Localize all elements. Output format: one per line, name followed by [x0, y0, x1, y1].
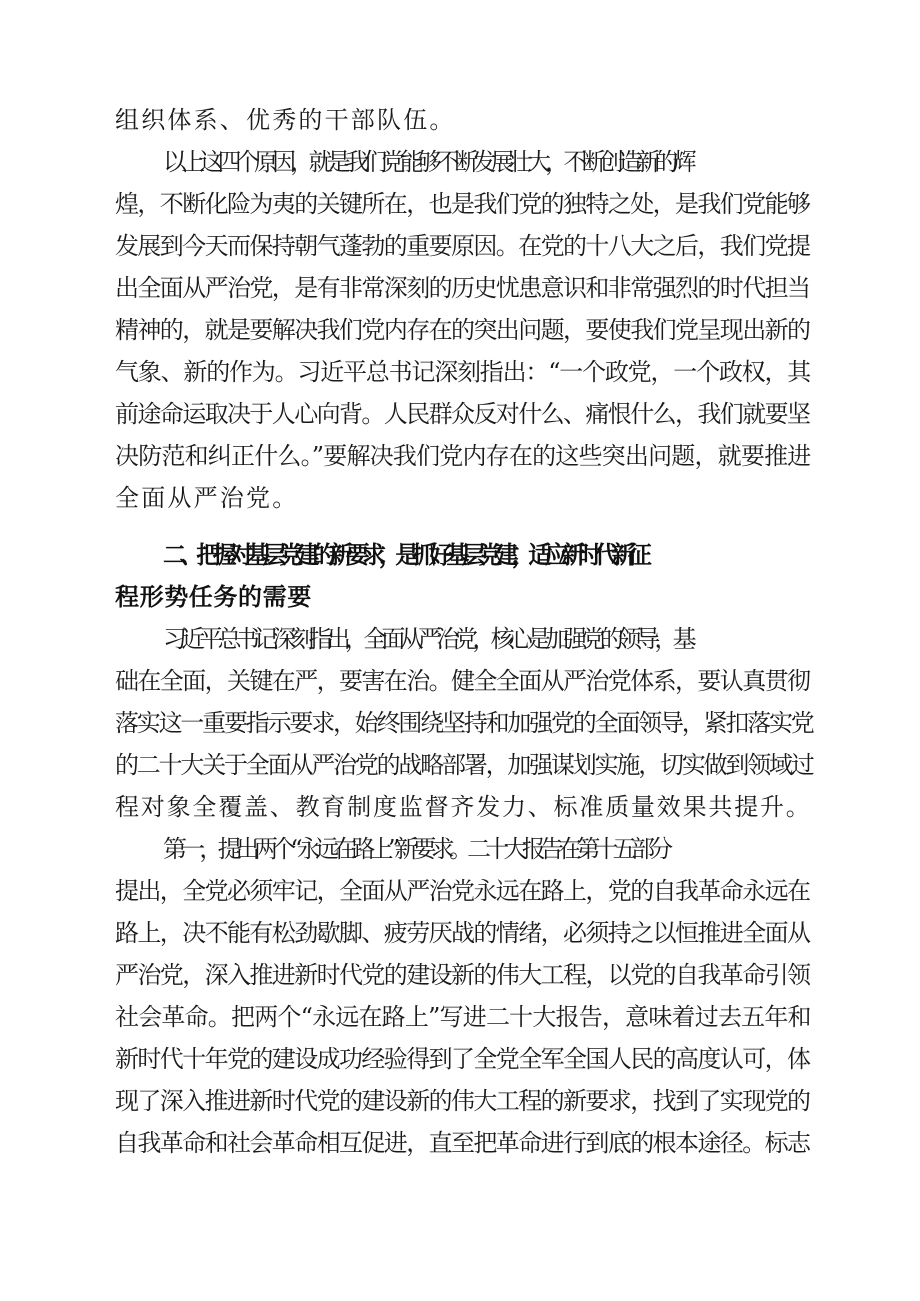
text-line: 新时代十年党的建设成功经验得到了全党全军全国人民的高度认可，体 [115, 1045, 810, 1073]
text-line: 社会革命。把两个“永远在路上”写进二十大报告，意味着过去五年和 [115, 1003, 811, 1031]
text-line: 自我革命和社会革命相互促进，直至把革命进行到底的根本途径。标志 [115, 1129, 810, 1157]
paragraph-first-line: 第一，提出两个“永远在路上”新要求。二十大报告在第十五部分 [163, 835, 668, 863]
text-line: 提出，全党必须牢记，全面从严治党永远在路上，党的自我革命永远在 [115, 877, 810, 905]
text-line: 前途命运取决于人心向背。人民群众反对什么、痛恨什么，我们就要坚 [115, 400, 810, 428]
text-line: 严治党，深入推进新时代党的建设新的伟大工程，以党的自我革命引领 [115, 961, 810, 989]
text-line: 路上，决不能有松劲歇脚、疲劳厌战的情绪，必须持之以恒推进全面从 [115, 919, 810, 947]
section-heading-line: 程形势任务的需要 [115, 583, 312, 611]
text-line: 程对象全覆盖、教育制度监督齐发力、标准质量效果共提升。 [115, 793, 812, 821]
text-line: 全面从严治党。 [115, 484, 299, 512]
text-line: 煌，不断化险为夷的关键所在，也是我们党的独特之处，是我们党能够 [115, 190, 810, 218]
text-line: 气象、新的作为。习近平总书记深刻指出：“一个政党，一个政权，其 [115, 358, 811, 386]
text-line: 出全面从严治党，是有非常深刻的历史忧患意识和非常强烈的时代担当 [115, 274, 810, 302]
section-heading-line: 二、把握对基层党建的新要求，是抓好基层党建，适应新时代新征 [163, 541, 645, 569]
paragraph-first-line: 习近平总书记深刻指出，全面从严治党，核心是加强党的领导，基 [163, 625, 691, 653]
text-line: 组织体系、优秀的干部队伍。 [115, 106, 456, 134]
text-line: 落实这一重要指示要求，始终围绕坚持和加强党的全面领导，紧扣落实党 [115, 709, 813, 737]
text-line: 发展到今天而保持朝气蓬勃的重要原因。在党的十八大之后，我们党提 [115, 232, 810, 260]
text-line: 现了深入推进新时代党的建设新的伟大工程的新要求，找到了实现党的 [115, 1087, 810, 1115]
text-line: 精神的，就是要解决我们党内存在的突出问题，要使我们党呈现出新的 [115, 316, 810, 344]
text-line: 础在全面，关键在严，要害在治。健全全面从严治党体系，要认真贯彻 [115, 667, 810, 695]
text-line: 的二十大关于全面从严治党的战略部署，加强谋划实施，切实做到领域过 [115, 751, 813, 779]
text-line: 决防范和纠正什么。”要解决我们党内存在的这些突出问题，就要推进 [115, 442, 811, 470]
paragraph-first-line: 以上这四个原因，就是我们党能够不断发展壮大，不断创造新的辉 [163, 148, 691, 176]
